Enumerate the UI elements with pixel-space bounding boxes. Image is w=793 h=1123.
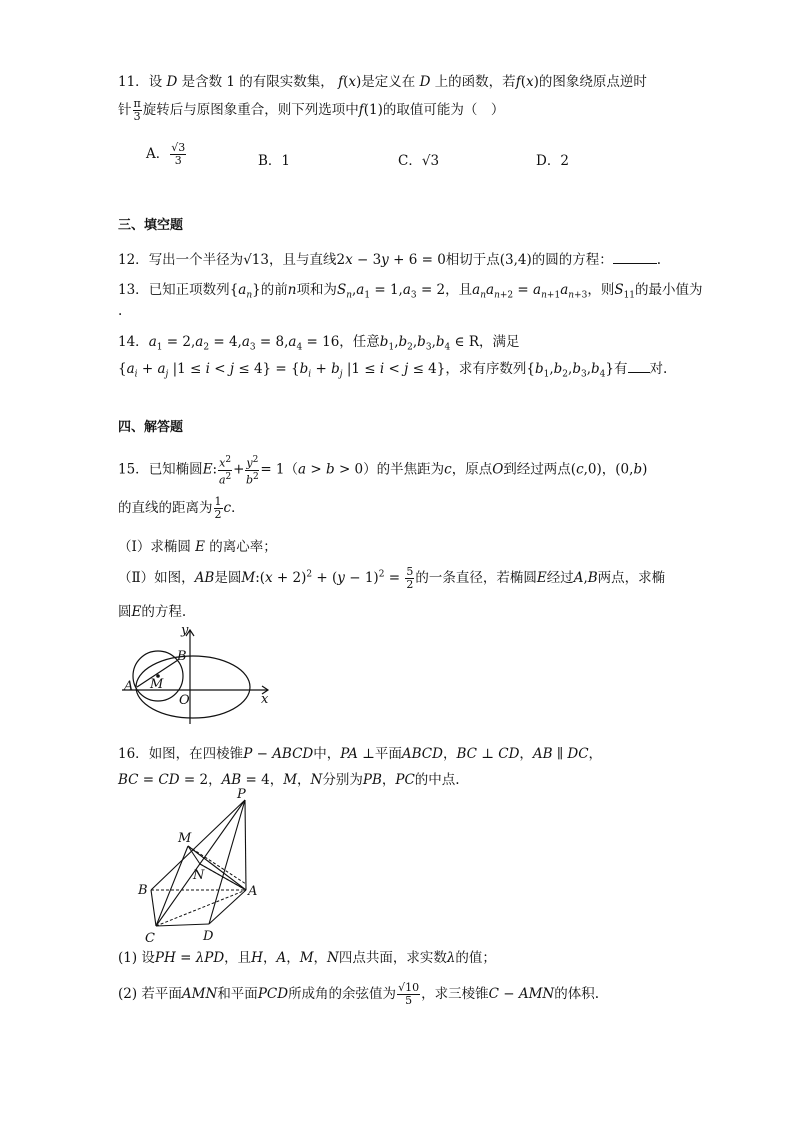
q12: 12．写出一个半径为√13，且与直线2x − 3y + 6 = 0相切于点(3,4)的圆的方程： . xyxy=(118,252,662,268)
q16-line1: 16．如图，在四棱锥P − ABCD中，PA ⊥平面ABCD，BC ⊥ CD，AB ∥ DC， xyxy=(118,746,603,762)
edge-bc xyxy=(151,890,156,926)
label-c: C xyxy=(145,931,155,944)
q15-part2: （Ⅱ）如图，AB是圆M:(x + $2)^2 + (y - 1)^2$ = $\frac{5}{2}$ 的一条直径，若椭圆E经过A,B两点，求椭 xyxy=(118,565,666,591)
label-p: P xyxy=(237,787,246,802)
label-d: D xyxy=(203,929,214,944)
q14-line2: {$a_i + a_j$ $|1 \le i < j \le 4\} = \{b_i + b_j$ |1 ≤ i < j ≤ 4}，求有序数列$\{b_1,b_2,b_3,b_4\}$有 对. xyxy=(118,361,668,380)
label-a: A xyxy=(248,884,258,899)
label-m: M xyxy=(150,677,164,692)
label-y: y xyxy=(181,623,189,638)
q16-sub2: (2) 若平面AMN和平面PCD所成角的余弦值为 $\frac{√10}{5}$ ，求三棱锥C − AMN的体积. xyxy=(118,981,600,1007)
hidden-ca xyxy=(156,890,246,926)
q14-line1: 14．$a_1 = 2,a_2 = 4,a_3 = 8,a_4 = 16$，任意$b_1,b_2,b_3,b_4$ ∈ R，满足 xyxy=(118,334,520,353)
q11-line2: 针 $\frac{\pi}{3}$ 旋转后与原图象重合，则下列选项中f(1)的取值可能为（ ） xyxy=(118,97,505,123)
edge-pa xyxy=(245,800,246,890)
q13: 13．已知正项数列$\{a_n\}$的前n项和为$S_n,a_1 = 1,a_3 = 2$，且$a_na_{n+2} = a_{n+1}a_{n+3}$，则$S_{11}$的最小值为 xyxy=(118,282,703,301)
q15-part1: （Ⅰ）求椭圆 E 的离心率； xyxy=(118,539,277,555)
label-b: B xyxy=(177,649,187,664)
edge-da xyxy=(209,890,246,924)
q16-sub1: (1) 设PH = λPD，且H，A，M，N四点共面，求实数λ的值； xyxy=(118,950,496,966)
label-o: O xyxy=(179,693,190,708)
edge-pd xyxy=(209,800,245,924)
q13-blank: . xyxy=(118,303,123,319)
ellipse-figure xyxy=(118,620,278,730)
q15-line1: 15．已知椭圆E: $\frac{x^2}{a^2}$ + $\frac{y^2}{b^2}$ = 1（a > b > 0）的半焦距为c，原点O到经过两点(c,0)，(0,b) xyxy=(118,455,648,487)
label-m: M xyxy=(178,831,192,846)
label-b: B xyxy=(138,883,148,898)
edge-cm xyxy=(156,846,188,926)
label-x: x xyxy=(261,692,269,707)
q16-line2: BC = CD = 2，AB = 4，M，N分别为PB，PC的中点. xyxy=(118,772,460,788)
section-solutions: 四、解答题 xyxy=(118,420,184,435)
edge-cd xyxy=(156,924,209,926)
pyramid-figure xyxy=(118,786,268,944)
label-n: N xyxy=(193,868,205,883)
edge-pc xyxy=(156,800,245,926)
q15-part2-cont: 圆E的方程. xyxy=(118,604,187,620)
q15-line2: 的直线的距离为 $\frac{1}{2}$ c． xyxy=(118,495,245,521)
q11-line1: 11．设 D 是含数 1 的有限实数集， f(x)是定义在 D 上的函数，若f(x)的图象绕原点逆时 xyxy=(118,74,647,90)
section-fill-in: 三、填空题 xyxy=(118,218,184,233)
label-a: A xyxy=(124,679,134,694)
